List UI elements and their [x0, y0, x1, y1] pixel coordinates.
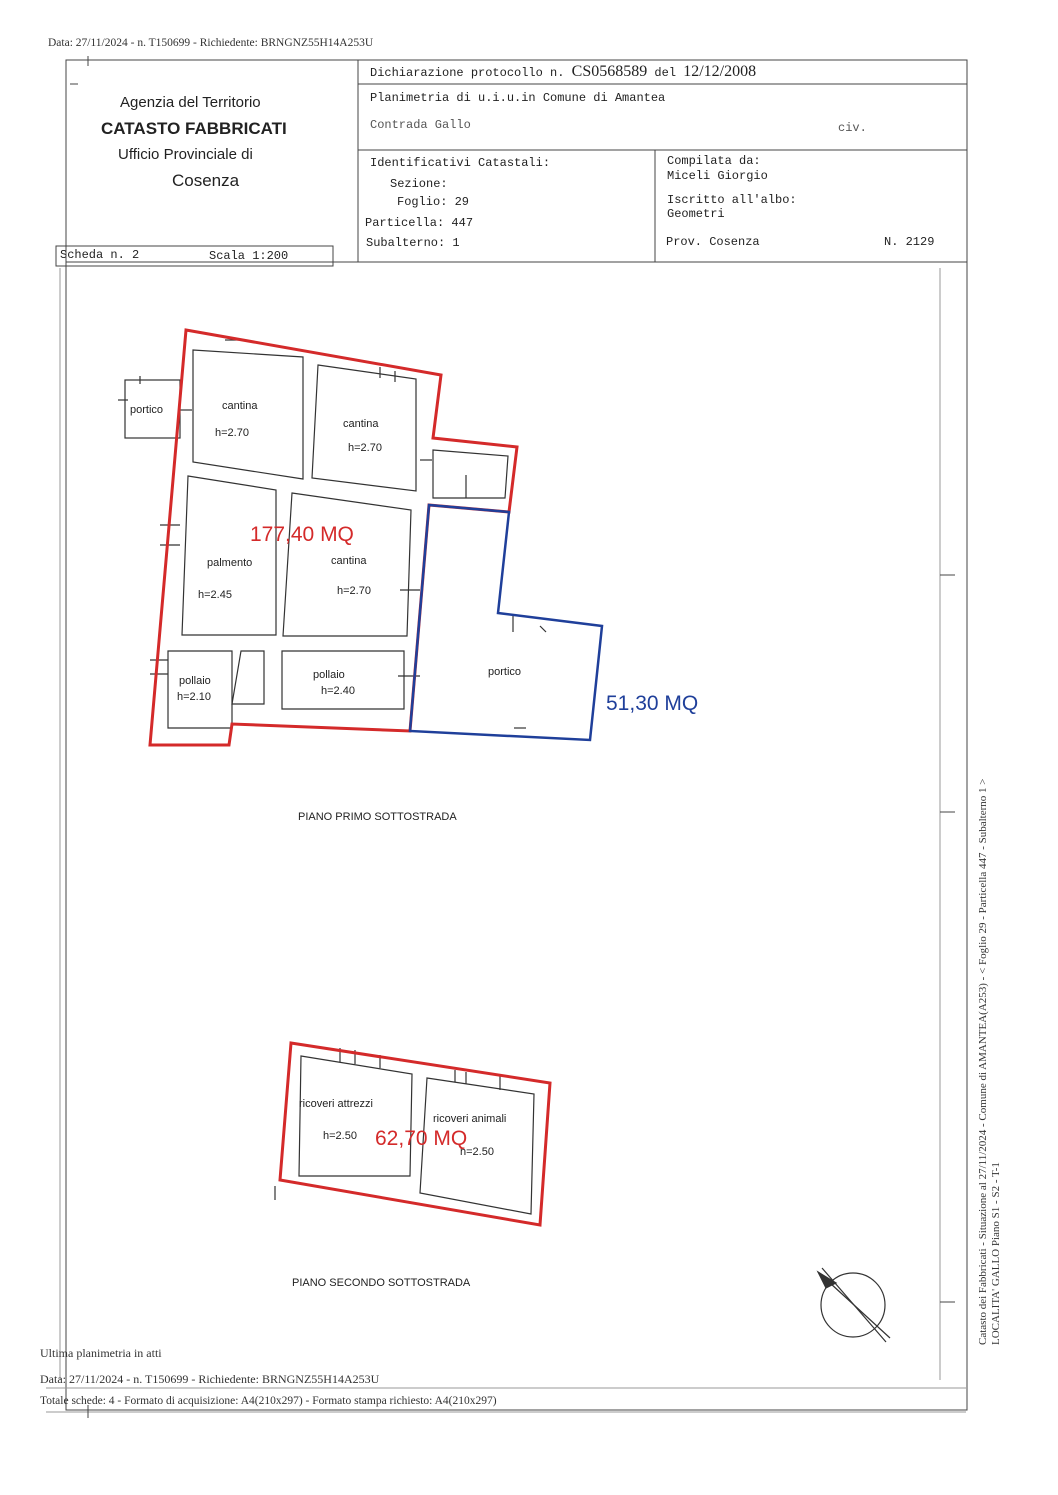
room-label: portico	[130, 404, 164, 416]
plan1-area-blue: 51,30 MQ	[606, 692, 699, 715]
room-height: h=2.50	[323, 1130, 357, 1142]
protocol-date: 12/12/2008	[683, 63, 757, 80]
room-height: h=2.70	[215, 427, 249, 439]
agency-line4: Cosenza	[172, 171, 240, 190]
room-height: h=2.70	[337, 585, 371, 597]
scheda-label: Scheda n. 2	[60, 248, 140, 262]
room-label: cantina	[343, 418, 379, 430]
room-label: palmento	[207, 557, 253, 569]
top-stamp: Data: 27/11/2024 - n. T150699 - Richiedente: BRNGNZ55H14A253U	[48, 37, 374, 49]
plan1-blue-outline	[410, 505, 602, 740]
plan1-floor-title: PIANO PRIMO SOTTOSTRADA	[298, 811, 457, 823]
planimetria-line: Planimetria di u.i.u.in Comune di Amantea	[370, 91, 666, 105]
iscritto-label: Iscritto all'albo:	[667, 193, 797, 207]
plan2-floor-title: PIANO SECONDO SOTTOSTRADA	[292, 1277, 471, 1289]
civ-label: civ.	[838, 121, 867, 135]
room-height: h=2.40	[321, 685, 355, 697]
catastali-particella: Particella: 447	[365, 216, 474, 230]
albo-value: Geometri	[667, 207, 725, 221]
plan2-area-red: 62,70 MQ	[375, 1127, 468, 1150]
side-text-line1: Catasto dei Fabbricati - Situazione al 27/11/2024 - Comune di AMANTEA(A253) - < Foglio 29 - Particella 447 - Subalterno 1 >	[977, 778, 989, 1345]
room-label: ricoveri animali	[433, 1113, 507, 1125]
scala-label: Scala 1:200	[209, 249, 289, 263]
agency-line1: Agenzia del Territorio	[120, 94, 261, 111]
agency-line3: Ufficio Provinciale di	[118, 146, 253, 163]
room-height: h=2.10	[177, 691, 211, 703]
compilata-name: Miceli Giorgio	[667, 169, 768, 183]
footer-totale: Totale schede: 4 - Formato di acquisizione: A4(210x297) - Formato stampa richiesto: A4(210x297)	[40, 1395, 497, 1407]
footer-ultima: Ultima planimetria in atti	[40, 1346, 162, 1360]
room-label: ricoveri attrezzi	[299, 1098, 373, 1110]
room-label: pollaio	[179, 675, 211, 687]
room-label: cantina	[222, 400, 258, 412]
protocol-number: CS0568589	[571, 63, 648, 80]
agency-line2: CATASTO FABBRICATI	[101, 119, 287, 138]
albo-number: N. 2129	[884, 235, 935, 249]
footer-data: Data: 27/11/2024 - n. T150699 - Richiedente: BRNGNZ55H14A253U	[40, 1372, 380, 1386]
catastali-foglio: Foglio: 29	[397, 195, 470, 209]
room-label: cantina	[331, 555, 367, 567]
catastali-title: Identificativi Catastali:	[370, 156, 551, 170]
room-height: h=2.70	[348, 442, 382, 454]
protocol-label: Dichiarazione protocollo n.	[370, 66, 565, 80]
plan1-area-red: 177,40 MQ	[250, 523, 354, 546]
room-label: pollaio	[313, 669, 345, 681]
prov-label: Prov. Cosenza	[666, 235, 760, 249]
catastali-subalterno: Subalterno: 1	[366, 236, 460, 250]
compilata-label: Compilata da:	[667, 154, 761, 168]
protocol-del: del	[654, 66, 677, 80]
room-height: h=2.50	[460, 1146, 494, 1158]
room-height: h=2.45	[198, 589, 232, 601]
north-arrow-icon	[818, 1268, 890, 1342]
catastali-sezione: Sezione:	[390, 177, 448, 191]
side-text-line2: LOCALITA' GALLO Piano S1 - S2 - T-1	[990, 1162, 1002, 1345]
room-label: portico	[488, 666, 522, 678]
address-line: Contrada Gallo	[370, 118, 471, 132]
